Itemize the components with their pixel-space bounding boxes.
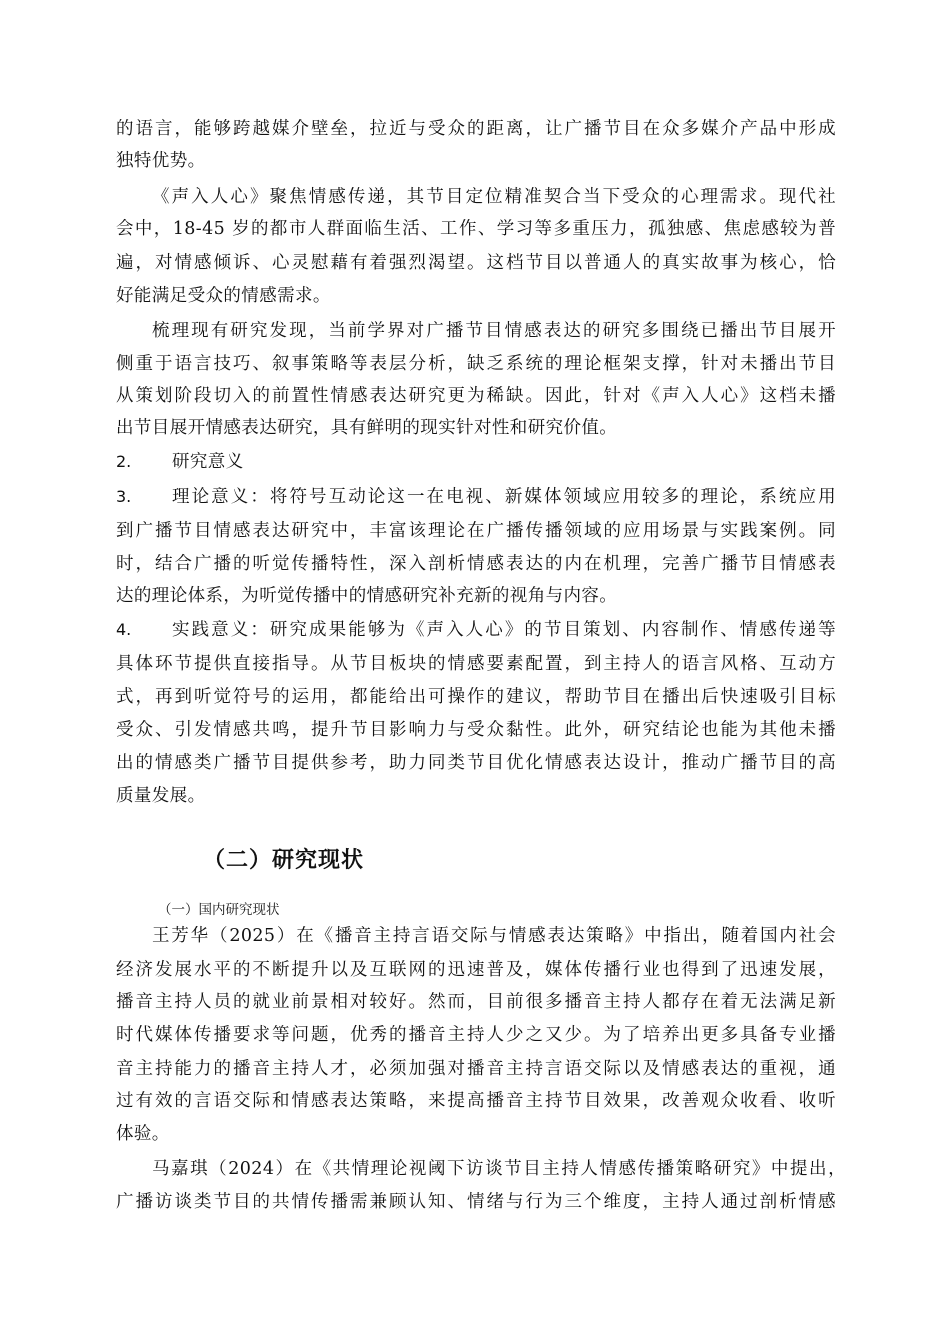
section-heading: （二）研究现状 xyxy=(203,848,365,873)
list-item-text: 实践意义：研究成果能够为《声入人心》的节目策划、内容制作、情感传递等 xyxy=(172,620,836,640)
paragraph-line: 音主持能力的播音主持人才，必须加强对播音主持言语交际以及情感表达的重视，通 xyxy=(116,1059,836,1079)
list-number: 2. xyxy=(116,452,132,471)
paragraph-line: 从策划阶段切入的前置性情感表达研究更为稀缺。因此，针对《声入人心》这档未播 xyxy=(116,386,836,406)
list-item-text: 研究意义 xyxy=(172,452,244,472)
paragraph-line: 侧重于语言技巧、叙事策略等表层分析，缺乏系统的理论框架支撑，针对未播出节目 xyxy=(116,354,836,374)
paragraph-line: 体验。 xyxy=(116,1124,170,1144)
paragraph-line: 过有效的言语交际和情感表达策略，来提高播音主持节目效果，改善观众收看、收听 xyxy=(116,1091,836,1111)
paragraph-line: 式，再到听觉符号的运用，都能给出可操作的建议，帮助节目在播出后快速吸引目标 xyxy=(116,687,836,707)
list-item-text: 理论意义：将符号互动论这一在电视、新媒体领域应用较多的理论，系统应用 xyxy=(172,487,836,507)
paragraph-line: 经济发展水平的不断提升以及互联网的迅速普及，媒体传播行业也得到了迅速发展， xyxy=(116,960,836,980)
subsection-heading: （一）国内研究现状 xyxy=(158,902,280,918)
paragraph-line: 时代媒体传播要求等问题，优秀的播音主持人少之又少。为了培养出更多具备专业播 xyxy=(116,1025,836,1045)
paragraph-line: 播音主持人员的就业前景相对较好。然而，目前很多播音主持人都存在着无法满足新 xyxy=(116,992,836,1012)
paragraph-line: 王芳华（2025）在《播音主持言语交际与情感表达策略》中指出，随着国内社会 xyxy=(152,926,836,946)
paragraph-line: 《声入人心》聚焦情感传递，其节目定位精准契合当下受众的心理需求。现代社 xyxy=(152,187,836,207)
paragraph-line: 达的理论体系，为听觉传播中的情感研究补充新的视角与内容。 xyxy=(116,586,618,606)
paragraph-line: 时，结合广播的听觉传播特性，深入剖析情感表达的内在机理，完善广播节目情感表 xyxy=(116,554,836,574)
list-number: 4. xyxy=(116,620,132,639)
paragraph-line: 出的情感类广播节目提供参考，助力同类节目优化情感表达设计，推动广播节目的高 xyxy=(116,753,836,773)
paragraph-line: 的语言，能够跨越媒介壁垒，拉近与受众的距离，让广播节目在众多媒介产品中形成 xyxy=(116,119,836,139)
paragraph-line: 出节目展开情感表达研究，具有鲜明的现实针对性和研究价值。 xyxy=(116,418,618,438)
list-number: 3. xyxy=(116,487,132,506)
paragraph-line: 好能满足受众的情感需求。 xyxy=(116,286,331,306)
paragraph-line: 独特优势。 xyxy=(116,151,206,171)
paragraph-line: 会中，18-45 岁的都市人群面临生活、工作、学习等多重压力，孤独感、焦虑感较为普 xyxy=(116,219,836,239)
paragraph-line: 遍，对情感倾诉、心灵慰藉有着强烈渴望。这档节目以普通人的真实故事为核心，恰 xyxy=(116,253,836,273)
paragraph-line: 受众、引发情感共鸣，提升节目影响力与受众黏性。此外，研究结论也能为其他未播 xyxy=(116,720,836,740)
paragraph-line: 马嘉琪（2024）在《共情理论视阈下访谈节目主持人情感传播策略研究》中提出， xyxy=(152,1159,846,1179)
paragraph-line: 质量发展。 xyxy=(116,786,206,806)
paragraph-line: 到广播节目情感表达研究中，丰富该理论在广播传播领域的应用场景与实践案例。同 xyxy=(116,521,836,541)
paragraph-line: 具体环节提供直接指导。从节目板块的情感要素配置，到主持人的语言风格、互动方 xyxy=(116,654,836,674)
paragraph-line: 梳理现有研究发现，当前学界对广播节目情感表达的研究多围绕已播出节目展开 xyxy=(152,321,836,341)
paragraph-line: 广播访谈类节目的共情传播需兼顾认知、情绪与行为三个维度，主持人通过剖析情感 xyxy=(116,1192,836,1212)
